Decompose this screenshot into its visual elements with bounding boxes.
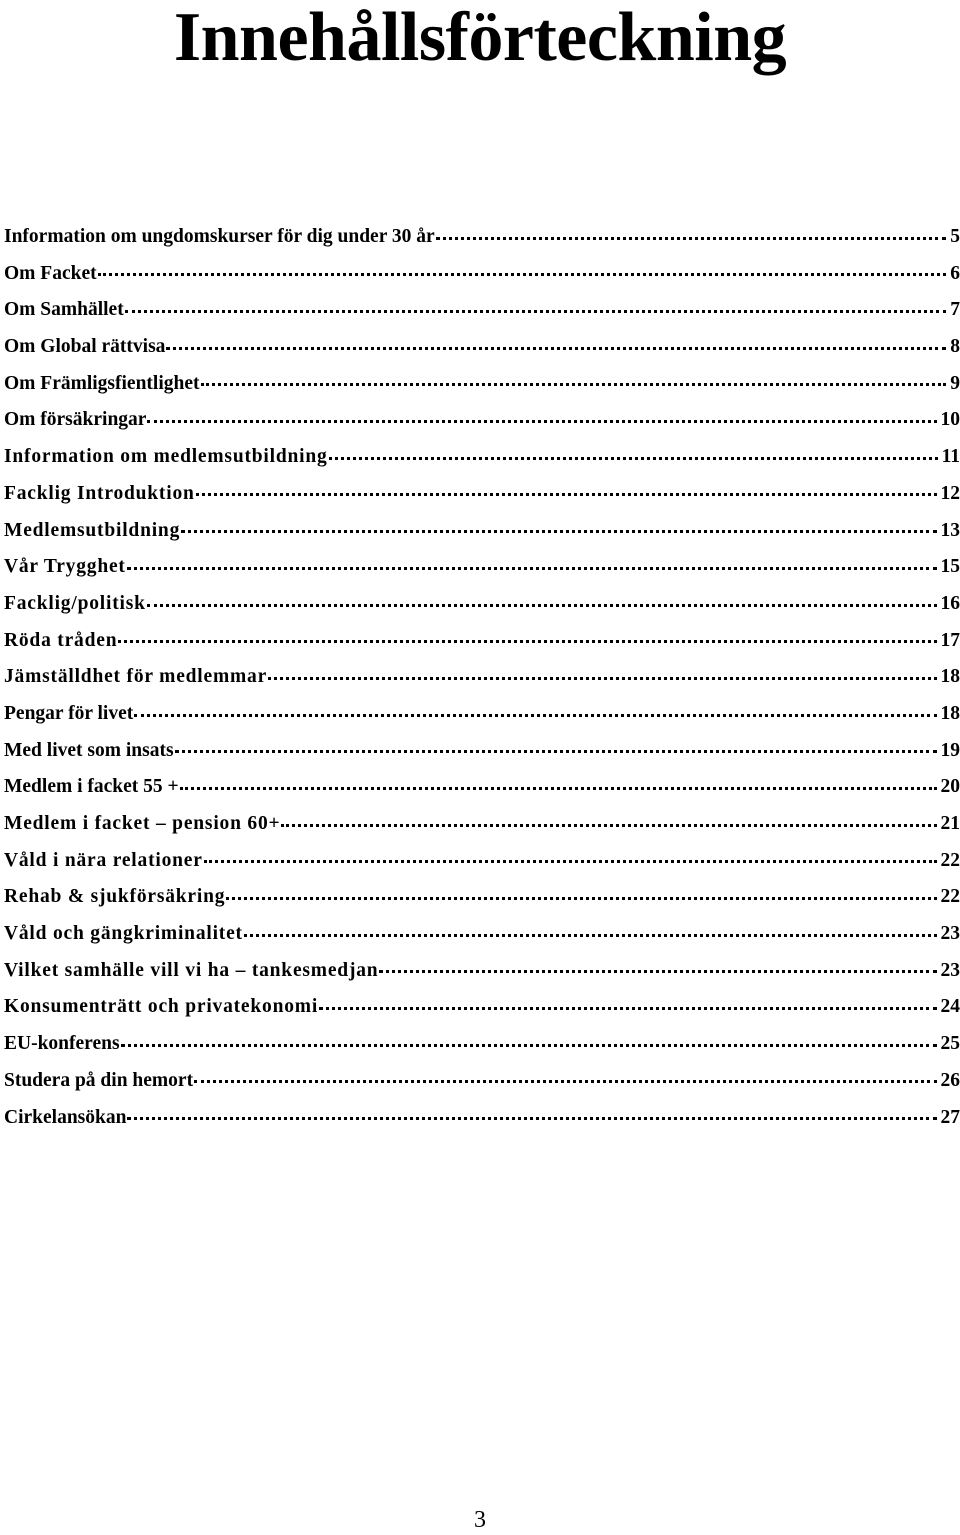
toc-entry-title: Vilket samhälle vill vi ha – tankesmedjan [4, 959, 379, 981]
toc-entry[interactable] [4, 513, 960, 550]
dot-leader [166, 333, 946, 353]
toc-entry[interactable] [4, 586, 960, 623]
toc-entry[interactable] [4, 256, 960, 293]
toc-entry-page: 24 [940, 996, 960, 1018]
dot-leader [329, 443, 938, 463]
toc-entry[interactable] [4, 219, 960, 256]
toc-entry-title: Facklig Introduktion [4, 482, 195, 504]
dot-leader [147, 406, 936, 426]
toc-entry-page: 18 [940, 702, 960, 724]
toc-entry-page: 22 [940, 886, 960, 908]
toc-entry-title: Studera på din hemort [4, 1069, 194, 1091]
toc-entry-page: 10 [940, 409, 960, 431]
toc-entry-title: Rehab & sjukförsäkring [4, 886, 226, 908]
toc-entry-title: Om Global rättvisa [4, 336, 166, 358]
toc-entry-title: Medlem i facket – pension 60+ [4, 813, 281, 834]
toc-entry-page: 22 [940, 849, 960, 871]
toc-entry-title: EU-konferens [4, 1033, 120, 1055]
dot-leader [226, 883, 936, 903]
toc-entry[interactable] [4, 439, 960, 476]
toc-entry[interactable] [4, 549, 960, 586]
dot-leader [181, 516, 936, 536]
toc-entry-page: 8 [950, 336, 960, 358]
toc-entry-title: Våld i nära relationer [4, 849, 203, 871]
toc-entry-page: 18 [940, 666, 960, 688]
toc-entry-title: Våld och gängkriminalitet [4, 923, 243, 945]
toc-entry[interactable] [4, 916, 960, 953]
toc-entry-page: 9 [950, 372, 960, 394]
toc-entry-page: 25 [940, 1033, 960, 1055]
dot-leader [98, 259, 947, 279]
dot-leader [436, 223, 947, 243]
toc-entry-page: 23 [940, 923, 960, 945]
toc-entry-title: Konsumenträtt och privatekonomi [4, 996, 319, 1018]
toc-entry-title: Om Samhället [4, 299, 124, 321]
dot-leader [175, 736, 937, 756]
toc-entry-title: Pengar för livet [4, 702, 134, 724]
dot-leader [319, 993, 936, 1013]
toc-entry-title: Medlemsutbildning [4, 519, 181, 541]
toc-entry[interactable] [4, 843, 960, 880]
toc-entry[interactable] [4, 769, 960, 806]
toc-entry-title: Om försäkringar [4, 409, 147, 431]
toc-entry[interactable] [4, 329, 960, 366]
toc-entry[interactable] [4, 292, 960, 329]
dot-leader [121, 1030, 937, 1050]
toc-entry-title: Information om ungdomskurser för dig under 30 år [4, 226, 435, 247]
dot-leader [127, 553, 937, 573]
dot-leader [194, 1066, 936, 1086]
toc-entry-page: 23 [940, 959, 960, 981]
toc-entry-title: Facklig/politisk [4, 592, 146, 614]
toc-entry-title: Information om medlemsutbildning [4, 446, 328, 468]
toc-entry[interactable] [4, 659, 960, 696]
dot-leader [127, 1103, 936, 1123]
toc-entry[interactable] [4, 953, 960, 990]
toc-entry-title: Röda tråden [4, 629, 118, 651]
dot-leader [268, 663, 936, 683]
page-number: 3 [474, 1507, 486, 1533]
dot-leader [244, 920, 937, 940]
page-title: Innehållsförteckning [173, 0, 787, 76]
toc-entry[interactable] [4, 476, 960, 513]
toc-entry-page: 26 [940, 1069, 960, 1091]
dot-leader [204, 846, 937, 866]
toc-entry-page: 27 [940, 1106, 960, 1128]
toc-entry[interactable] [4, 623, 960, 660]
toc-entry[interactable] [4, 402, 960, 439]
toc-entry[interactable] [4, 1063, 960, 1100]
dot-leader [134, 699, 936, 719]
dot-leader [147, 589, 937, 609]
toc-entry-page: 20 [940, 776, 960, 798]
toc-entry-title: Med livet som insats [4, 739, 174, 761]
toc-entry[interactable] [4, 879, 960, 916]
toc-entry-title: Cirkelansökan [4, 1106, 127, 1128]
toc-entry-page: 11 [941, 446, 960, 468]
toc-entry-page: 7 [950, 299, 960, 321]
toc-entry[interactable] [4, 1026, 960, 1063]
dot-leader [196, 479, 937, 499]
dot-leader [118, 626, 936, 646]
dot-leader [379, 956, 936, 976]
toc-entry-title: Om Facket [4, 262, 97, 284]
dot-leader [281, 810, 936, 830]
toc-entry-title: Jämställdhet för medlemmar [4, 666, 268, 688]
toc-entry-page: 12 [940, 482, 960, 504]
toc-entry[interactable] [4, 806, 960, 843]
toc-entry[interactable] [4, 989, 960, 1026]
toc-entry-page: 17 [940, 629, 960, 651]
toc-entry-page: 15 [940, 556, 960, 578]
toc-entry-page: 21 [940, 813, 960, 834]
toc-entry[interactable] [4, 366, 960, 403]
toc-entry-page: 5 [950, 226, 960, 247]
toc-entry[interactable] [4, 1100, 960, 1137]
dot-leader [125, 296, 947, 316]
dot-leader [201, 369, 947, 389]
table-of-contents [4, 219, 960, 1136]
toc-entry[interactable] [4, 696, 960, 733]
toc-entry-page: 13 [940, 519, 960, 541]
toc-entry-title: Vår Trygghet [4, 556, 126, 578]
toc-entry[interactable] [4, 733, 960, 770]
toc-entry-title: Medlem i facket 55 + [4, 776, 179, 798]
toc-entry-page: 19 [940, 739, 960, 761]
toc-entry-page: 6 [950, 262, 960, 284]
dot-leader [180, 773, 937, 793]
toc-entry-page: 16 [940, 592, 960, 614]
toc-entry-title: Om Främligsfientlighet [4, 372, 200, 394]
